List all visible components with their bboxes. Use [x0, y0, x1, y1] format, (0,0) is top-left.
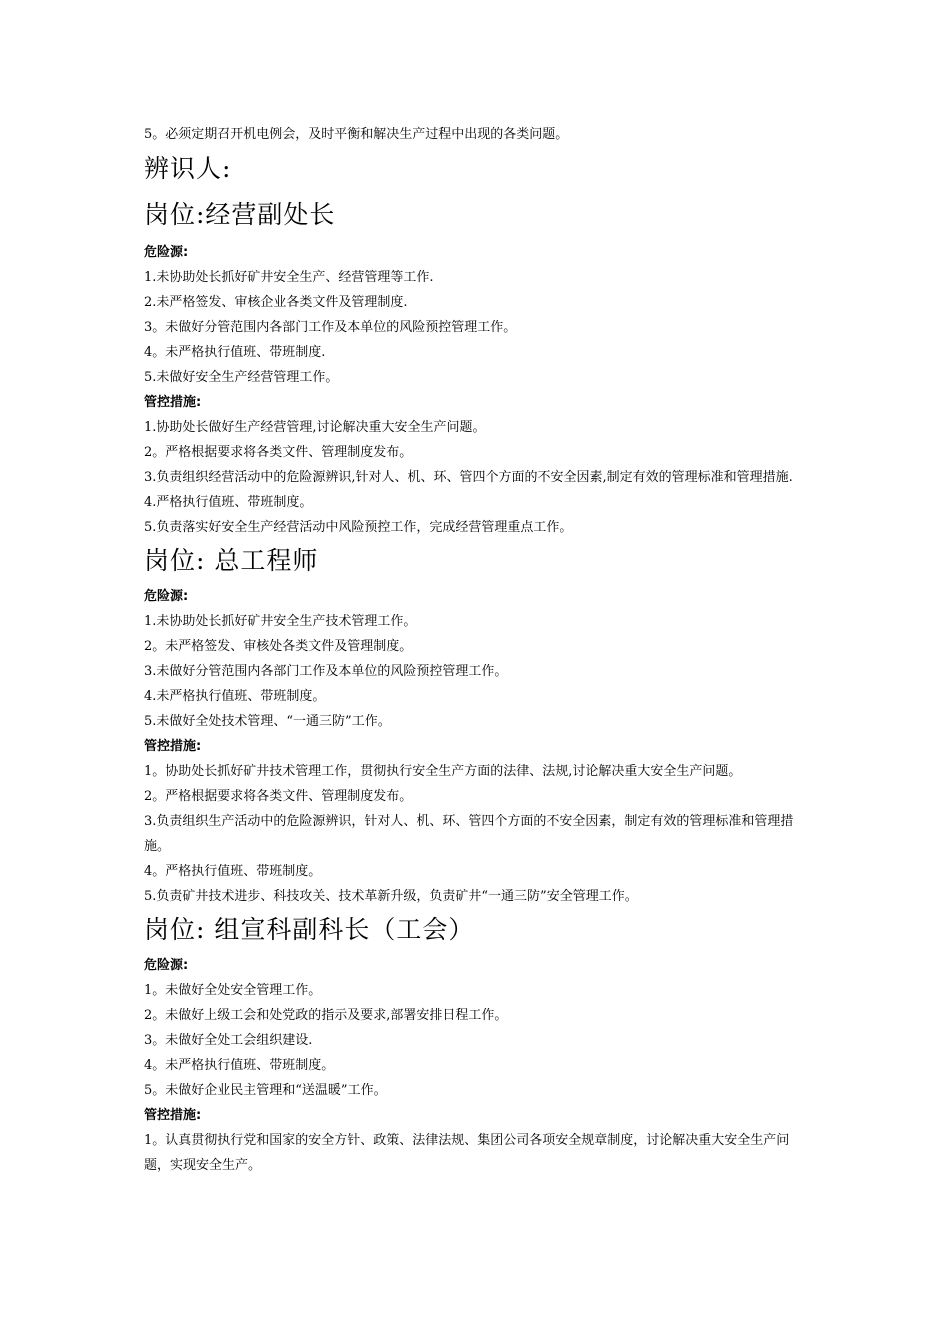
- control-label: 管控措施:: [144, 1108, 202, 1123]
- control-item: 4。严格执行值班、带班制度。: [144, 864, 322, 879]
- hazard-item: 1.未协助处长抓好矿井安全生产、经营管理等工作.: [144, 270, 434, 285]
- control-item: 2。严格根据要求将各类文件、管理制度发布。: [144, 789, 413, 804]
- post-title: 岗位: 组宣科副科长（工会）: [144, 915, 475, 944]
- section-operations-deputy: [144, 196, 814, 540]
- control-item: 2。严格根据要求将各类文件、管理制度发布。: [144, 445, 413, 460]
- document-page: [144, 122, 814, 1178]
- hazard-label: 危险源:: [144, 958, 189, 973]
- hazard-item: 4.未严格执行值班、带班制度。: [144, 689, 326, 704]
- control-item: 4.严格执行值班、带班制度。: [144, 495, 313, 510]
- section-propaganda-deputy-union: [144, 911, 814, 1178]
- control-item: 1.协助处长做好生产经营管理,讨论解决重大安全生产问题。: [144, 420, 486, 435]
- hazard-item: 1.未协助处长抓好矿井安全生产技术管理工作。: [144, 614, 417, 629]
- control-item: 3.负责组织生产活动中的危险源辨识，针对人、机、环、管四个方面的不安全因素，制定有效的管理标准和管理措施。: [144, 814, 794, 854]
- hazard-item: 3。未做好全处工会组织建设.: [144, 1033, 313, 1048]
- hazard-item: 5.未做好全处技术管理、“一通三防”工作。: [144, 714, 391, 729]
- hazard-label: 危险源:: [144, 589, 189, 604]
- control-item: 5.负责落实好安全生产经营活动中风险预控工作，完成经营管理重点工作。: [144, 520, 573, 535]
- section-chief-engineer: [144, 542, 814, 909]
- hazard-item: 1。未做好全处安全管理工作。: [144, 983, 322, 998]
- hazard-item: 2.未严格签发、审核企业各类文件及管理制度.: [144, 295, 408, 310]
- hazard-item: 4。未严格执行值班、带班制度。: [144, 1058, 335, 1073]
- hazard-item: 4。未严格执行值班、带班制度.: [144, 345, 326, 360]
- hazard-item: 3.未做好分管范围内各部门工作及本单位的风险预控管理工作。: [144, 664, 508, 679]
- hazard-item: 2。未做好上级工会和处党政的指示及要求,部署安排日程工作。: [144, 1008, 508, 1023]
- control-item: 3.负责组织经营活动中的危险源辨识,针对人、机、环、管四个方面的不安全因素,制定有效的管理标准和管理措施.: [144, 470, 793, 485]
- identifier-heading: 辨识人:: [144, 154, 232, 183]
- post-title: 岗位:经营副处长: [144, 200, 336, 229]
- hazard-item: 5。未做好企业民主管理和“送温暖”工作。: [144, 1083, 387, 1098]
- hazard-item: 3。未做好分管范围内各部门工作及本单位的风险预控管理工作。: [144, 320, 517, 335]
- hazard-label: 危险源:: [144, 245, 189, 260]
- post-title: 岗位: 总工程师: [144, 546, 319, 575]
- control-item: 1。协助处长抓好矿井技术管理工作，贯彻执行安全生产方面的法律、法规,讨论解决重大安全生产问题。: [144, 764, 742, 779]
- control-item: 5.负责矿井技术进步、科技攻关、技术革新升级，负责矿井“一通三防”安全管理工作。: [144, 889, 638, 904]
- control-label: 管控措施:: [144, 739, 202, 754]
- intro-item: 5。必须定期召开机电例会，及时平衡和解决生产过程中出现的各类问题。: [144, 127, 569, 142]
- control-label: 管控措施:: [144, 395, 202, 410]
- hazard-item: 2。未严格签发、审核处各类文件及管理制度。: [144, 639, 413, 654]
- control-item: 1。认真贯彻执行党和国家的安全方针、政策、法律法规、集团公司各项安全规章制度，讨论解决重大安全生产问题，实现安全生产。: [144, 1133, 790, 1173]
- hazard-item: 5.未做好安全生产经营管理工作。: [144, 370, 339, 385]
